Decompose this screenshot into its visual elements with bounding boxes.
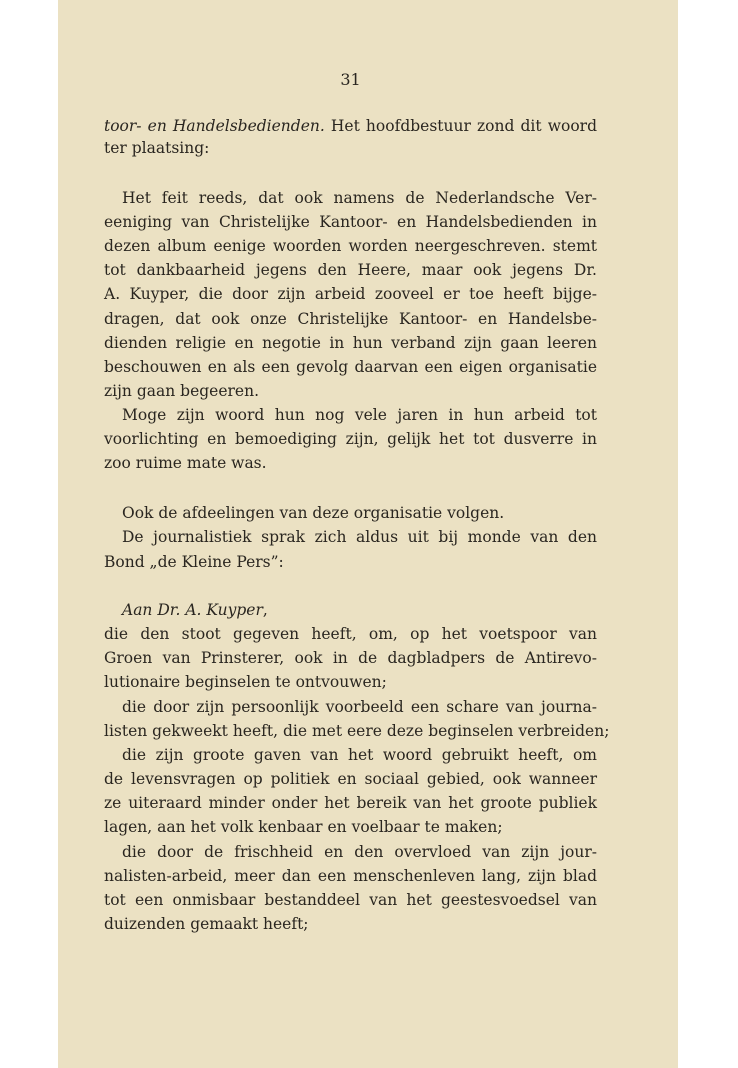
line-text: lagen, aan het volk kenbaar en voelbaar te maken; xyxy=(104,818,503,836)
text-line xyxy=(104,381,597,401)
text-line xyxy=(104,672,597,692)
line-text: die zijn groote gaven van het woord gebruikt heeft, om xyxy=(122,746,597,764)
text-line xyxy=(104,648,597,668)
text-line xyxy=(104,745,597,765)
text-line xyxy=(104,309,597,329)
text-line xyxy=(104,793,597,813)
text-line xyxy=(104,890,597,910)
line-text: ter plaatsing: xyxy=(104,139,210,157)
line-text: dienden religie en negotie in hun verband zijn gaan leeren xyxy=(104,334,597,352)
text-line xyxy=(104,914,597,934)
page-number: 31 xyxy=(340,70,361,89)
line-text: , xyxy=(262,601,268,619)
text-line xyxy=(104,212,597,232)
line-text: eeniging van Christelijke Kantoor- en Handelsbedienden in xyxy=(104,213,597,231)
line-text: Bond „de Kleine Pers”: xyxy=(104,553,284,571)
line-text: zijn gaan begeeren. xyxy=(104,382,260,400)
text-line xyxy=(104,138,597,158)
text-line xyxy=(104,552,597,572)
line-text: die den stoot gegeven heeft, om, op het voetspoor van xyxy=(104,625,597,643)
line-text: beschouwen en als een gevolg daarvan een eigen organisatie xyxy=(104,358,597,376)
text-line xyxy=(104,842,597,862)
italic-text: Aan Dr. A. Kuyper xyxy=(122,601,263,619)
line-text: tot dankbaarheid jegens den Heere, maar ook jegens Dr. xyxy=(104,261,597,279)
text-line xyxy=(104,236,597,256)
text-line xyxy=(104,503,597,523)
text-line xyxy=(104,116,597,136)
line-text: A. Kuyper, die door zijn arbeid zooveel er toe heeft bijge- xyxy=(104,285,597,303)
line-text: ze uiteraard minder onder het bereik van het groote publiek xyxy=(104,794,597,812)
line-text: Groen van Prinsterer, ook in de dagbladpers de Antirevo- xyxy=(104,649,597,667)
line-text: Ook de afdeelingen van deze organisatie volgen. xyxy=(122,504,505,522)
text-line xyxy=(104,817,597,837)
line-text: listen gekweekt heeft, die met eere deze beginselen verbreiden; xyxy=(104,722,610,740)
line-text: duizenden gemaakt heeft; xyxy=(104,915,309,933)
text-line xyxy=(104,866,597,886)
line-text: De journalistiek sprak zich aldus uit bij monde van den xyxy=(122,528,597,546)
line-text: zoo ruime mate was. xyxy=(104,454,267,472)
text-line xyxy=(104,260,597,280)
line-text: Het feit reeds, dat ook namens de Nederlandsche Ver- xyxy=(122,189,597,207)
line-text: nalisten-arbeid, meer dan een menschenleven lang, zijn blad xyxy=(104,867,597,885)
text-line xyxy=(104,697,597,717)
text-line xyxy=(104,357,597,377)
text-line xyxy=(104,453,597,473)
text-line xyxy=(104,188,597,208)
text-line xyxy=(104,600,597,620)
line-text: die door zijn persoonlijk voorbeeld een schare van journa- xyxy=(122,698,597,716)
line-text: dezen album eenige woorden worden neergeschreven. stemt xyxy=(104,237,597,255)
line-text: die door de frischheid en den overvloed van zijn jour- xyxy=(122,843,597,861)
text-line xyxy=(104,769,597,789)
text-line xyxy=(104,333,597,353)
line-text: lutionaire beginselen te ontvouwen; xyxy=(104,673,387,691)
line-text: tot een onmisbaar bestanddeel van het geestesvoedsel van xyxy=(104,891,597,909)
italic-text: toor- en Handelsbedienden. xyxy=(104,117,325,135)
text-line xyxy=(104,284,597,304)
text-line xyxy=(104,527,597,547)
text-line xyxy=(104,405,597,425)
text-line xyxy=(104,721,610,741)
line-text: dragen, dat ook onze Christelijke Kantoor- en Handelsbe- xyxy=(104,310,597,328)
line-text: Moge zijn woord hun nog vele jaren in hun arbeid tot xyxy=(122,406,597,424)
line-text: de levensvragen op politiek en sociaal gebied, ook wanneer xyxy=(104,770,597,788)
line-text: Het hoofdbestuur zond dit woord xyxy=(324,117,597,135)
text-line xyxy=(104,624,597,644)
text-line xyxy=(104,429,597,449)
line-text: voorlichting en bemoediging zijn, gelijk het tot dusverre in xyxy=(104,430,597,448)
